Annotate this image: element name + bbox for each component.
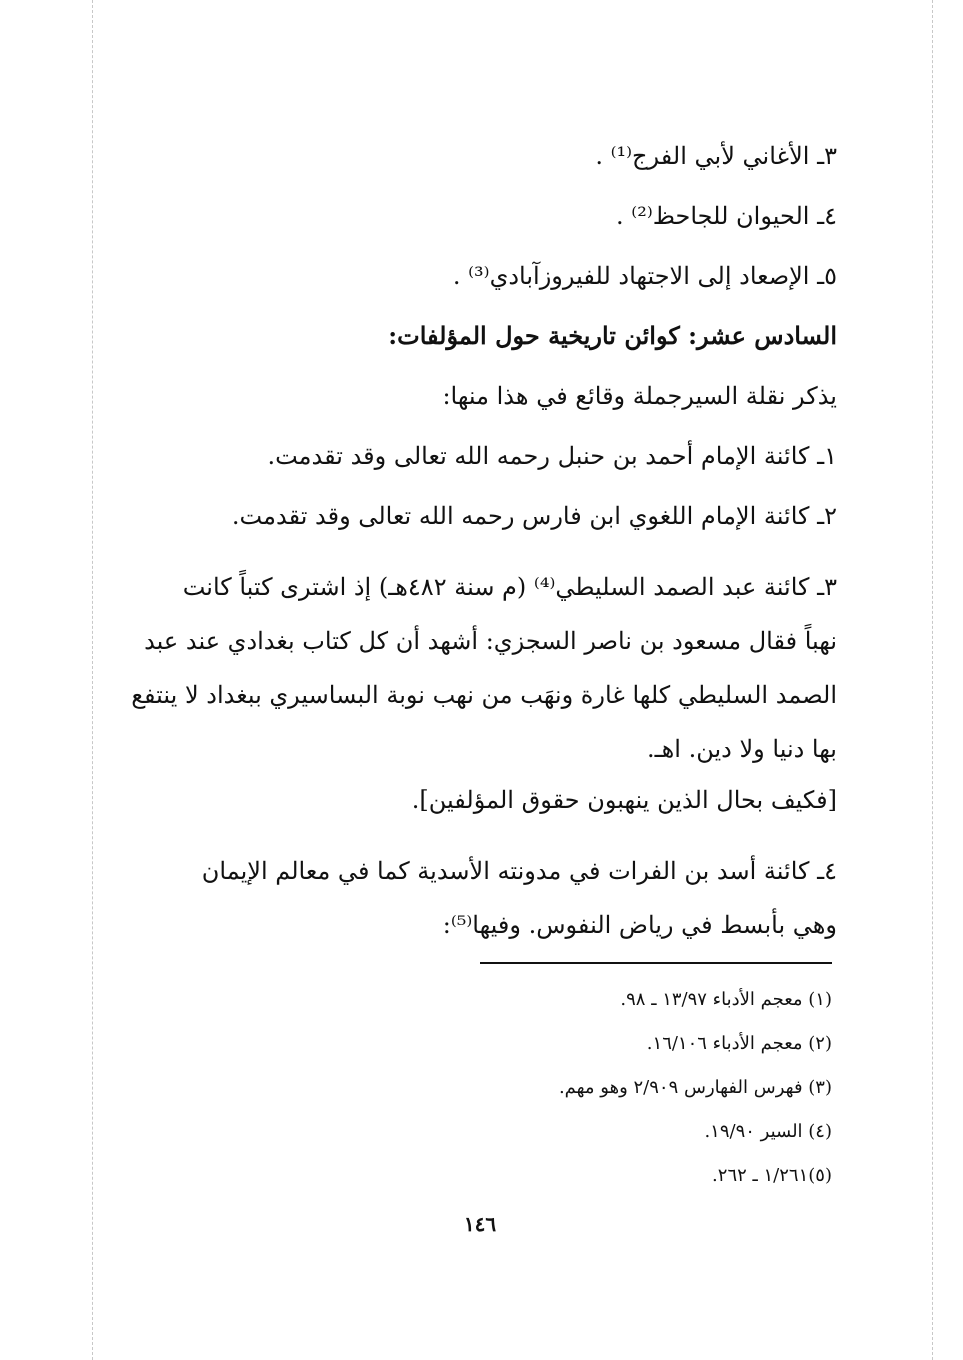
page-body (125, 140, 837, 960)
list-item-aghani: ٣ـ الأغاني لأبي الفرج⁽¹⁾ . (595, 142, 837, 170)
scan-edge-left (92, 0, 94, 1360)
footnote-5: (٥)١/٢٦١ ـ ٢٦٢. (712, 1165, 832, 1186)
event-item-ahmad: ١ـ كائنة الإمام أحمد بن حنبل رحمه الله تعالى وقد تقدمت. (267, 442, 837, 470)
list-item-isad: ٥ـ الإصعاد إلى الاجتهاد للفيروزآبادي⁽³⁾ . (452, 262, 837, 290)
event-item-asad (125, 844, 837, 952)
footnote-2: (٢) معجم الأدباء ١٦/١٠٦. (646, 1033, 832, 1054)
intro-paragraph: يذكر نقلة السيرجملة وقائع في هذا منها: (442, 382, 837, 410)
event-item-ibn-faris: ٢ـ كائنة الإمام اللغوي ابن فارس رحمه الله تعالى وقد تقدمت. (231, 502, 837, 530)
event3-line-3: الصمد السليطي كلها غارة ونهَب من نهب نوبة البساسيري ببغداد لا ينتفع (131, 681, 837, 709)
footnote-3: (٣) فهرس الفهارس ٢/٩٠٩ وهو مهم. (558, 1077, 832, 1098)
event4-line-2: وهي بأبسط في رياض النفوس. وفيها⁽⁵⁾: (442, 911, 837, 939)
scan-edge-right (932, 0, 934, 1360)
footnote-divider (480, 962, 832, 964)
footnote-4: (٤) السير ١٩/٩٠. (704, 1121, 832, 1142)
list-item-hayawan: ٤ـ الحيوان للجاحظ⁽²⁾ . (616, 202, 837, 230)
footnotes (300, 988, 832, 1208)
event3-line-1: ٣ـ كائنة عبد الصمد السليطي⁽⁴⁾ (م سنة ٤٨٢هـ) إذ اشترى كتباً كانت (182, 573, 837, 601)
page-number: ١٤٦ (463, 1212, 497, 1236)
event-item-sulayti (125, 560, 837, 776)
event4-line-1: ٤ـ كائنة أسد بن الفرات في مدونته الأسدية كما في معالم الإيمان (201, 857, 837, 885)
event3-line-4: بها دنيا ولا دين. اهـ. (646, 735, 837, 763)
author-comment: [فكيف بحال الذين ينهبون حقوق المؤلفين]. (411, 786, 837, 814)
event3-line-2: نهباً فقال مسعود بن ناصر السجزي: أشهد أن كل كتاب بغدادي عند عبد (144, 627, 837, 655)
footnote-1: (١) معجم الأدباء ١٣/٩٧ ـ ٩٨. (620, 989, 832, 1010)
section-heading: السادس عشر: كوائن تاريخية حول المؤلفات: (388, 321, 837, 350)
